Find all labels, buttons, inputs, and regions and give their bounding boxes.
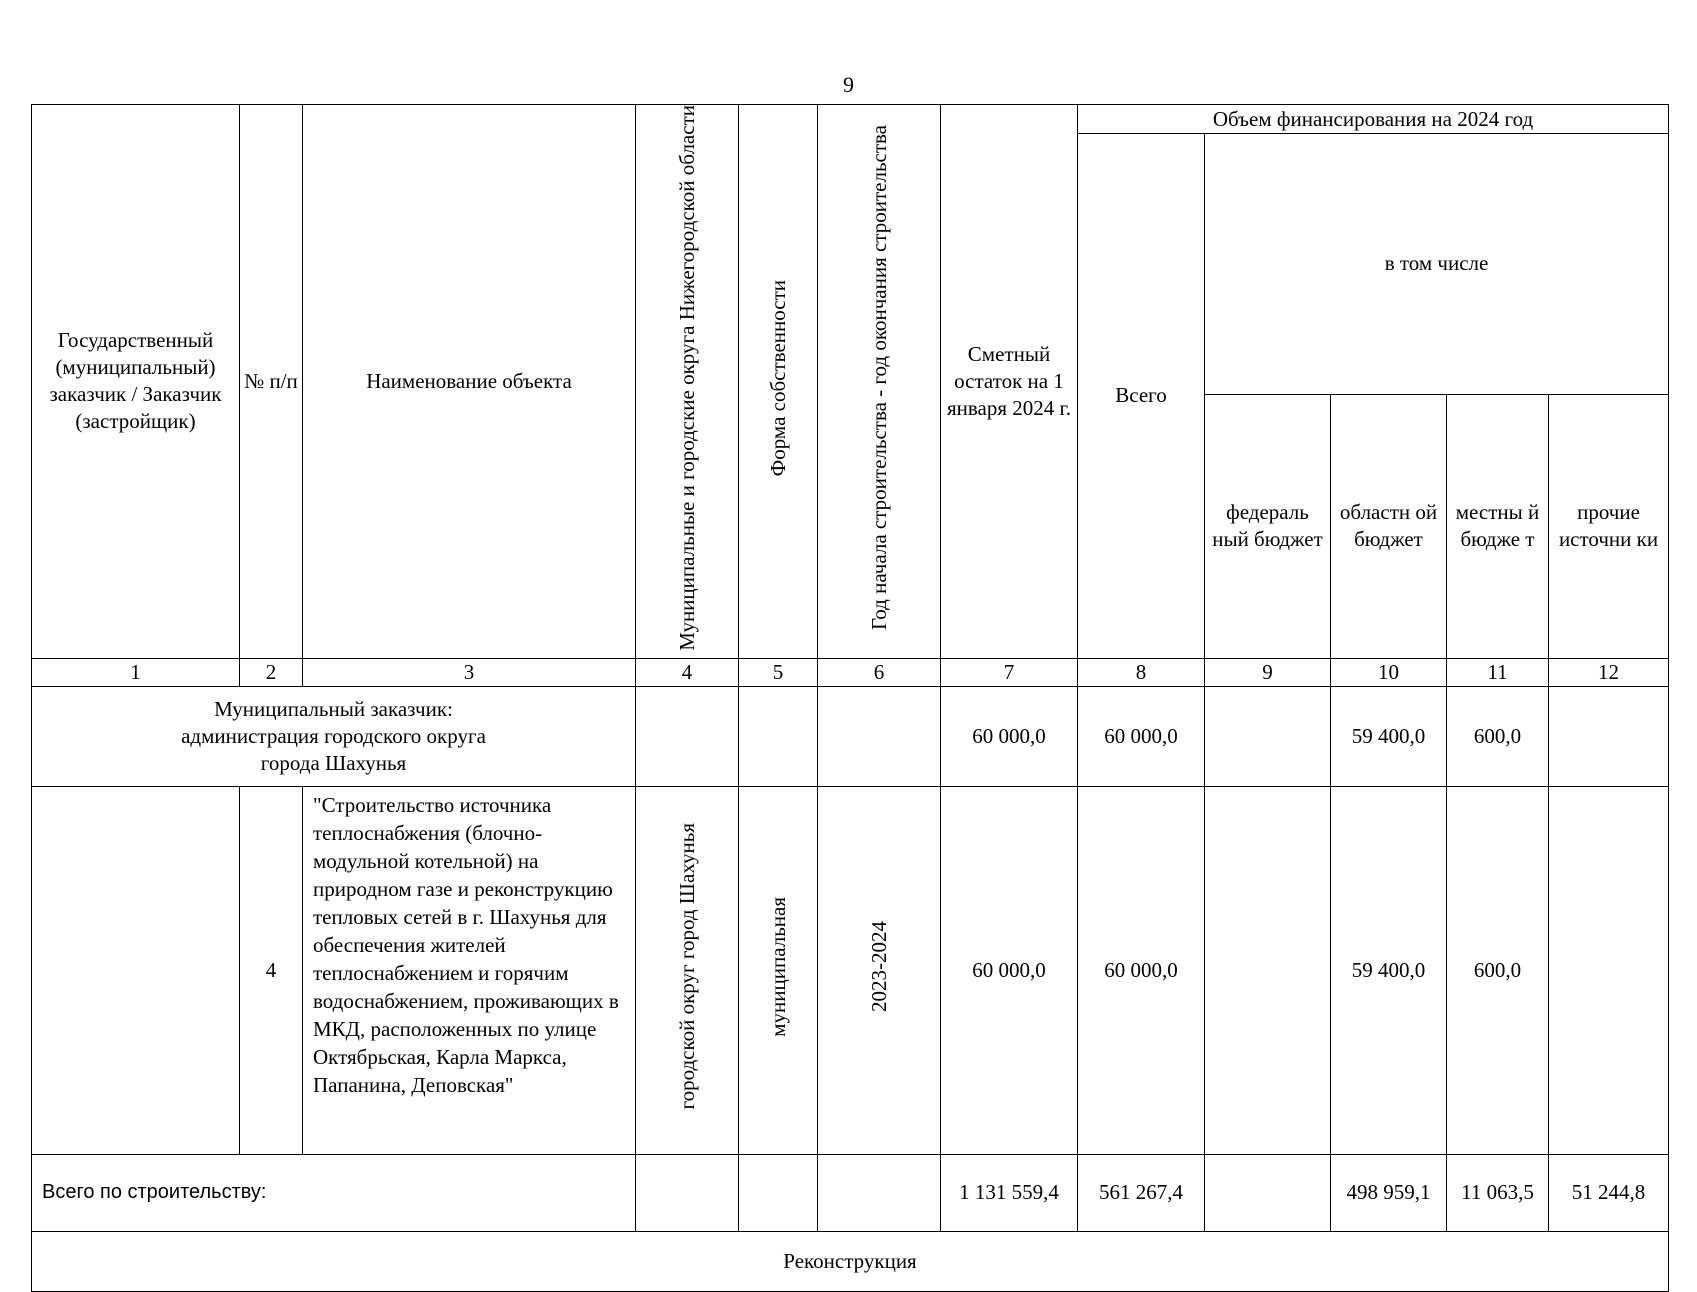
object-estimate: 60 000,0 xyxy=(941,786,1078,1154)
customer-municipality xyxy=(636,686,739,786)
object-num: 4 xyxy=(240,786,303,1154)
header-federal: федераль ный бюджет xyxy=(1205,394,1331,658)
total-ownership xyxy=(739,1154,818,1231)
customer-total: 60 000,0 xyxy=(1078,686,1205,786)
column-number: 11 xyxy=(1447,658,1549,686)
column-number: 6 xyxy=(818,658,941,686)
header-estimate: Сметный остаток на 1 января 2024 г. xyxy=(941,105,1078,659)
object-ownership: муниципальная xyxy=(766,896,790,1037)
object-municipality-cell xyxy=(636,786,739,1154)
total-regional: 498 959,1 xyxy=(1331,1154,1447,1231)
customer-row xyxy=(32,686,1669,786)
column-number-row xyxy=(32,658,1669,686)
column-number: 12 xyxy=(1549,658,1669,686)
column-number: 5 xyxy=(739,658,818,686)
total-municipality xyxy=(636,1154,739,1231)
header-financing: Объем финансирования на 2024 год xyxy=(1078,105,1669,134)
header-customer: Государственный (муниципальный) заказчик / Заказчик (застройщик) xyxy=(32,105,240,659)
object-years: 2023-2024 xyxy=(867,921,891,1013)
header-ownership-cell xyxy=(739,105,818,659)
object-name: "Строительство источника теплоснабжения (блочно-модульной котельной) на природном газе и реконструкцию тепловых сетей в г. Шахунья для обеспечения жителей теплоснабжением и горячим водоснабжением, проживающих в МКД, расположенных по улице Октябрьская, Карла Маркса, Папанина, Деповская" xyxy=(303,786,636,1154)
customer-federal xyxy=(1205,686,1331,786)
customer-years xyxy=(818,686,941,786)
object-municipality: городской округ город Шахунья xyxy=(675,823,699,1110)
header-municipality: Муниципальные и городские округа Нижегородской области xyxy=(675,105,699,651)
header-num: № п/п xyxy=(240,105,303,659)
header-including: в том числе xyxy=(1205,134,1669,395)
header-total: Всего xyxy=(1078,134,1205,659)
object-customer xyxy=(32,786,240,1154)
object-other xyxy=(1549,786,1669,1154)
customer-estimate: 60 000,0 xyxy=(941,686,1078,786)
section-row xyxy=(32,1231,1669,1291)
total-local: 11 063,5 xyxy=(1447,1154,1549,1231)
customer-name: Муниципальный заказчик: администрация городского округа города Шахунья xyxy=(32,686,636,786)
object-total: 60 000,0 xyxy=(1078,786,1205,1154)
total-years xyxy=(818,1154,941,1231)
column-number: 10 xyxy=(1331,658,1447,686)
header-regional: областн ой бюджет xyxy=(1331,394,1447,658)
total-row xyxy=(32,1154,1669,1231)
column-number: 2 xyxy=(240,658,303,686)
header-years: Год начала строительства - год окончания строительства xyxy=(867,125,891,631)
customer-ownership xyxy=(739,686,818,786)
object-federal xyxy=(1205,786,1331,1154)
customer-other xyxy=(1549,686,1669,786)
column-number: 1 xyxy=(32,658,240,686)
header-other: прочие источни ки xyxy=(1549,394,1669,658)
column-number: 9 xyxy=(1205,658,1331,686)
construction-financing-table xyxy=(31,104,1669,1292)
header-local: местны й бюдже т xyxy=(1447,394,1549,658)
customer-local: 600,0 xyxy=(1447,686,1549,786)
header-row-1 xyxy=(32,105,1669,134)
object-years-cell xyxy=(818,786,941,1154)
header-years-cell xyxy=(818,105,941,659)
total-other: 51 244,8 xyxy=(1549,1154,1669,1231)
object-ownership-cell xyxy=(739,786,818,1154)
column-number: 4 xyxy=(636,658,739,686)
object-row xyxy=(32,786,1669,1154)
column-number: 7 xyxy=(941,658,1078,686)
object-regional: 59 400,0 xyxy=(1331,786,1447,1154)
section-label: Реконструкция xyxy=(32,1231,1669,1291)
header-object-name: Наименование объекта xyxy=(303,105,636,659)
customer-regional: 59 400,0 xyxy=(1331,686,1447,786)
total-label: Всего по строительству: xyxy=(32,1154,636,1231)
total-estimate: 1 131 559,4 xyxy=(941,1154,1078,1231)
object-local: 600,0 xyxy=(1447,786,1549,1154)
header-ownership: Форма собственности xyxy=(766,279,790,477)
page-number: 9 xyxy=(843,72,854,97)
header-municipality-cell xyxy=(636,105,739,659)
total-total: 561 267,4 xyxy=(1078,1154,1205,1231)
column-number: 3 xyxy=(303,658,636,686)
column-number: 8 xyxy=(1078,658,1205,686)
total-federal xyxy=(1205,1154,1331,1231)
